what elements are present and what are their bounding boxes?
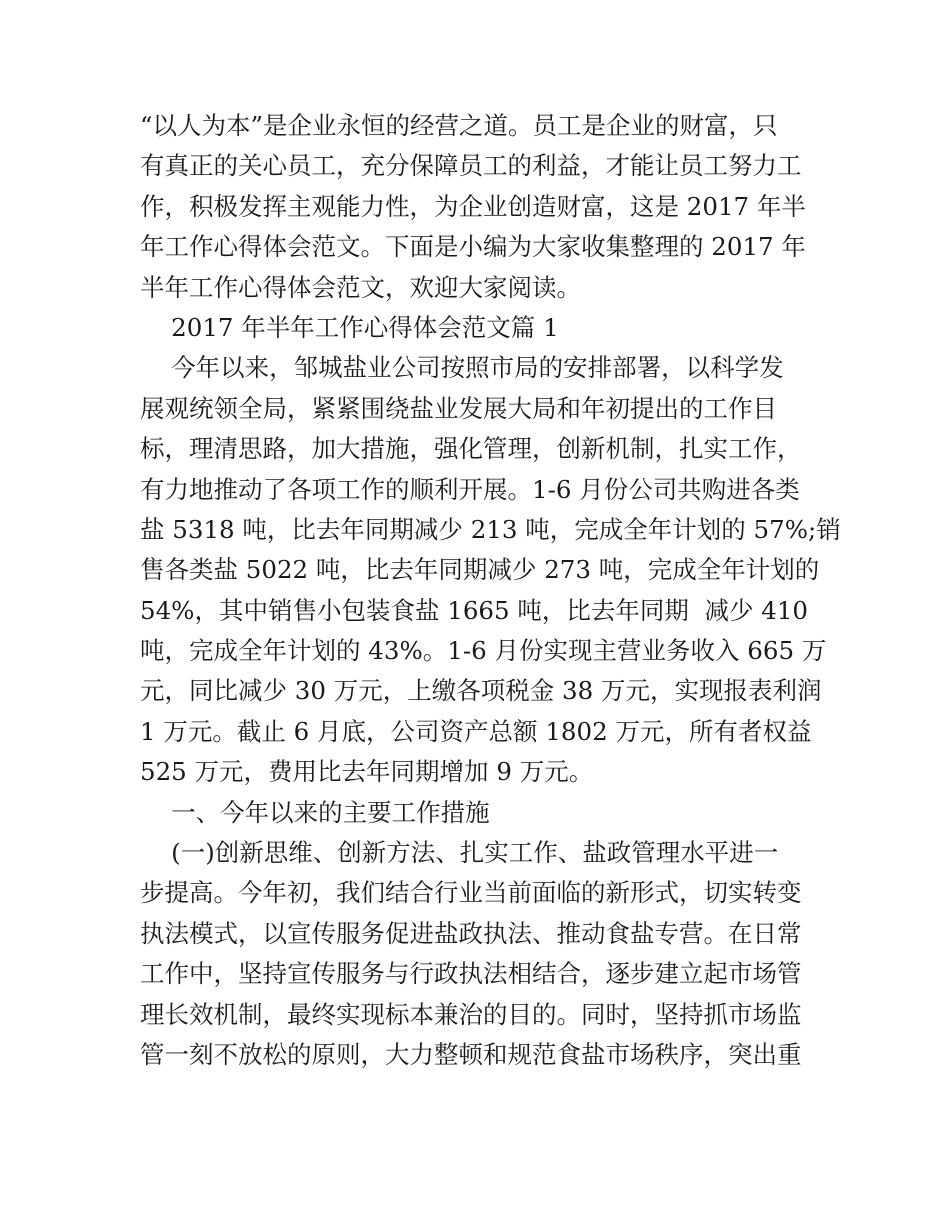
text-line: (一)创新思维、创新方法、扎实工作、盐政管理水平进一: [140, 838, 779, 868]
text-line: 展观统领全局，紧紧围绕盐业发展大局和年初提出的工作目: [140, 393, 777, 423]
text-line: 执法模式，以宣传服务促进盐政执法、推动食盐专营。在日常: [140, 918, 802, 948]
text-line: 元，同比减少 30 万元，上缴各项税金 38 万元，实现报表利润: [140, 676, 822, 706]
text-line: 售各类盐 5022 吨，比去年同期减少 273 吨，完成全年计划的: [140, 555, 820, 585]
text-line: 今年以来，邹城盐业公司按照市局的安排部署，以科学发: [140, 353, 784, 383]
section-title: 2017 年半年工作心得体会范文篇 1: [140, 312, 559, 342]
text-line: 工作中，坚持宣传服务与行政执法相结合，逐步建立起市场管: [140, 959, 802, 989]
text-line: 步提高。今年初，我们结合行业当前面临的新形式，切实转变: [140, 878, 802, 908]
text-line: 年工作心得体会范文。下面是小编为大家收集整理的 2017 年: [140, 232, 806, 262]
text-line: 标，理清思路，加大措施，强化管理，创新机制，扎实工作，: [140, 434, 802, 464]
text-line: 半年工作心得体会范文，欢迎大家阅读。: [140, 272, 581, 302]
text-line: 理长效机制，最终实现标本兼治的目的。同时，坚持抓市场监: [140, 999, 802, 1029]
text-line: 1 万元。截止 6 月底，公司资产总额 1802 万元，所有者权益: [140, 716, 812, 746]
text-line: 盐 5318 吨，比去年同期减少 213 吨，完成全年计划的 57%;销: [140, 514, 841, 544]
text-line: 有力地推动了各项工作的顺利开展。1-6 月份公司共购进各类: [140, 474, 800, 504]
text-line: “以人为本”是企业永恒的经营之道。员工是企业的财富，只: [140, 111, 778, 140]
text-line: 吨，完成全年计划的 43%。1-6 月份实现主营业务收入 665 万: [140, 636, 827, 666]
text-line: 有真正的关心员工，充分保障员工的利益，才能让员工努力工: [140, 151, 802, 181]
section-heading: 一、今年以来的主要工作措施: [140, 797, 490, 827]
text-line: 作，积极发挥主观能力性，为企业创造财富，这是 2017 年半: [140, 191, 806, 221]
text-line: 54%，其中销售小包装食盐 1665 吨，比去年同期 减少 410: [140, 595, 809, 625]
text-line: 525 万元，费用比去年同期增加 9 万元。: [140, 757, 594, 787]
document-body: [140, 106, 841, 1075]
text-line: 管一刻不放松的原则，大力整顿和规范食盐市场秩序，突出重: [140, 1039, 802, 1069]
